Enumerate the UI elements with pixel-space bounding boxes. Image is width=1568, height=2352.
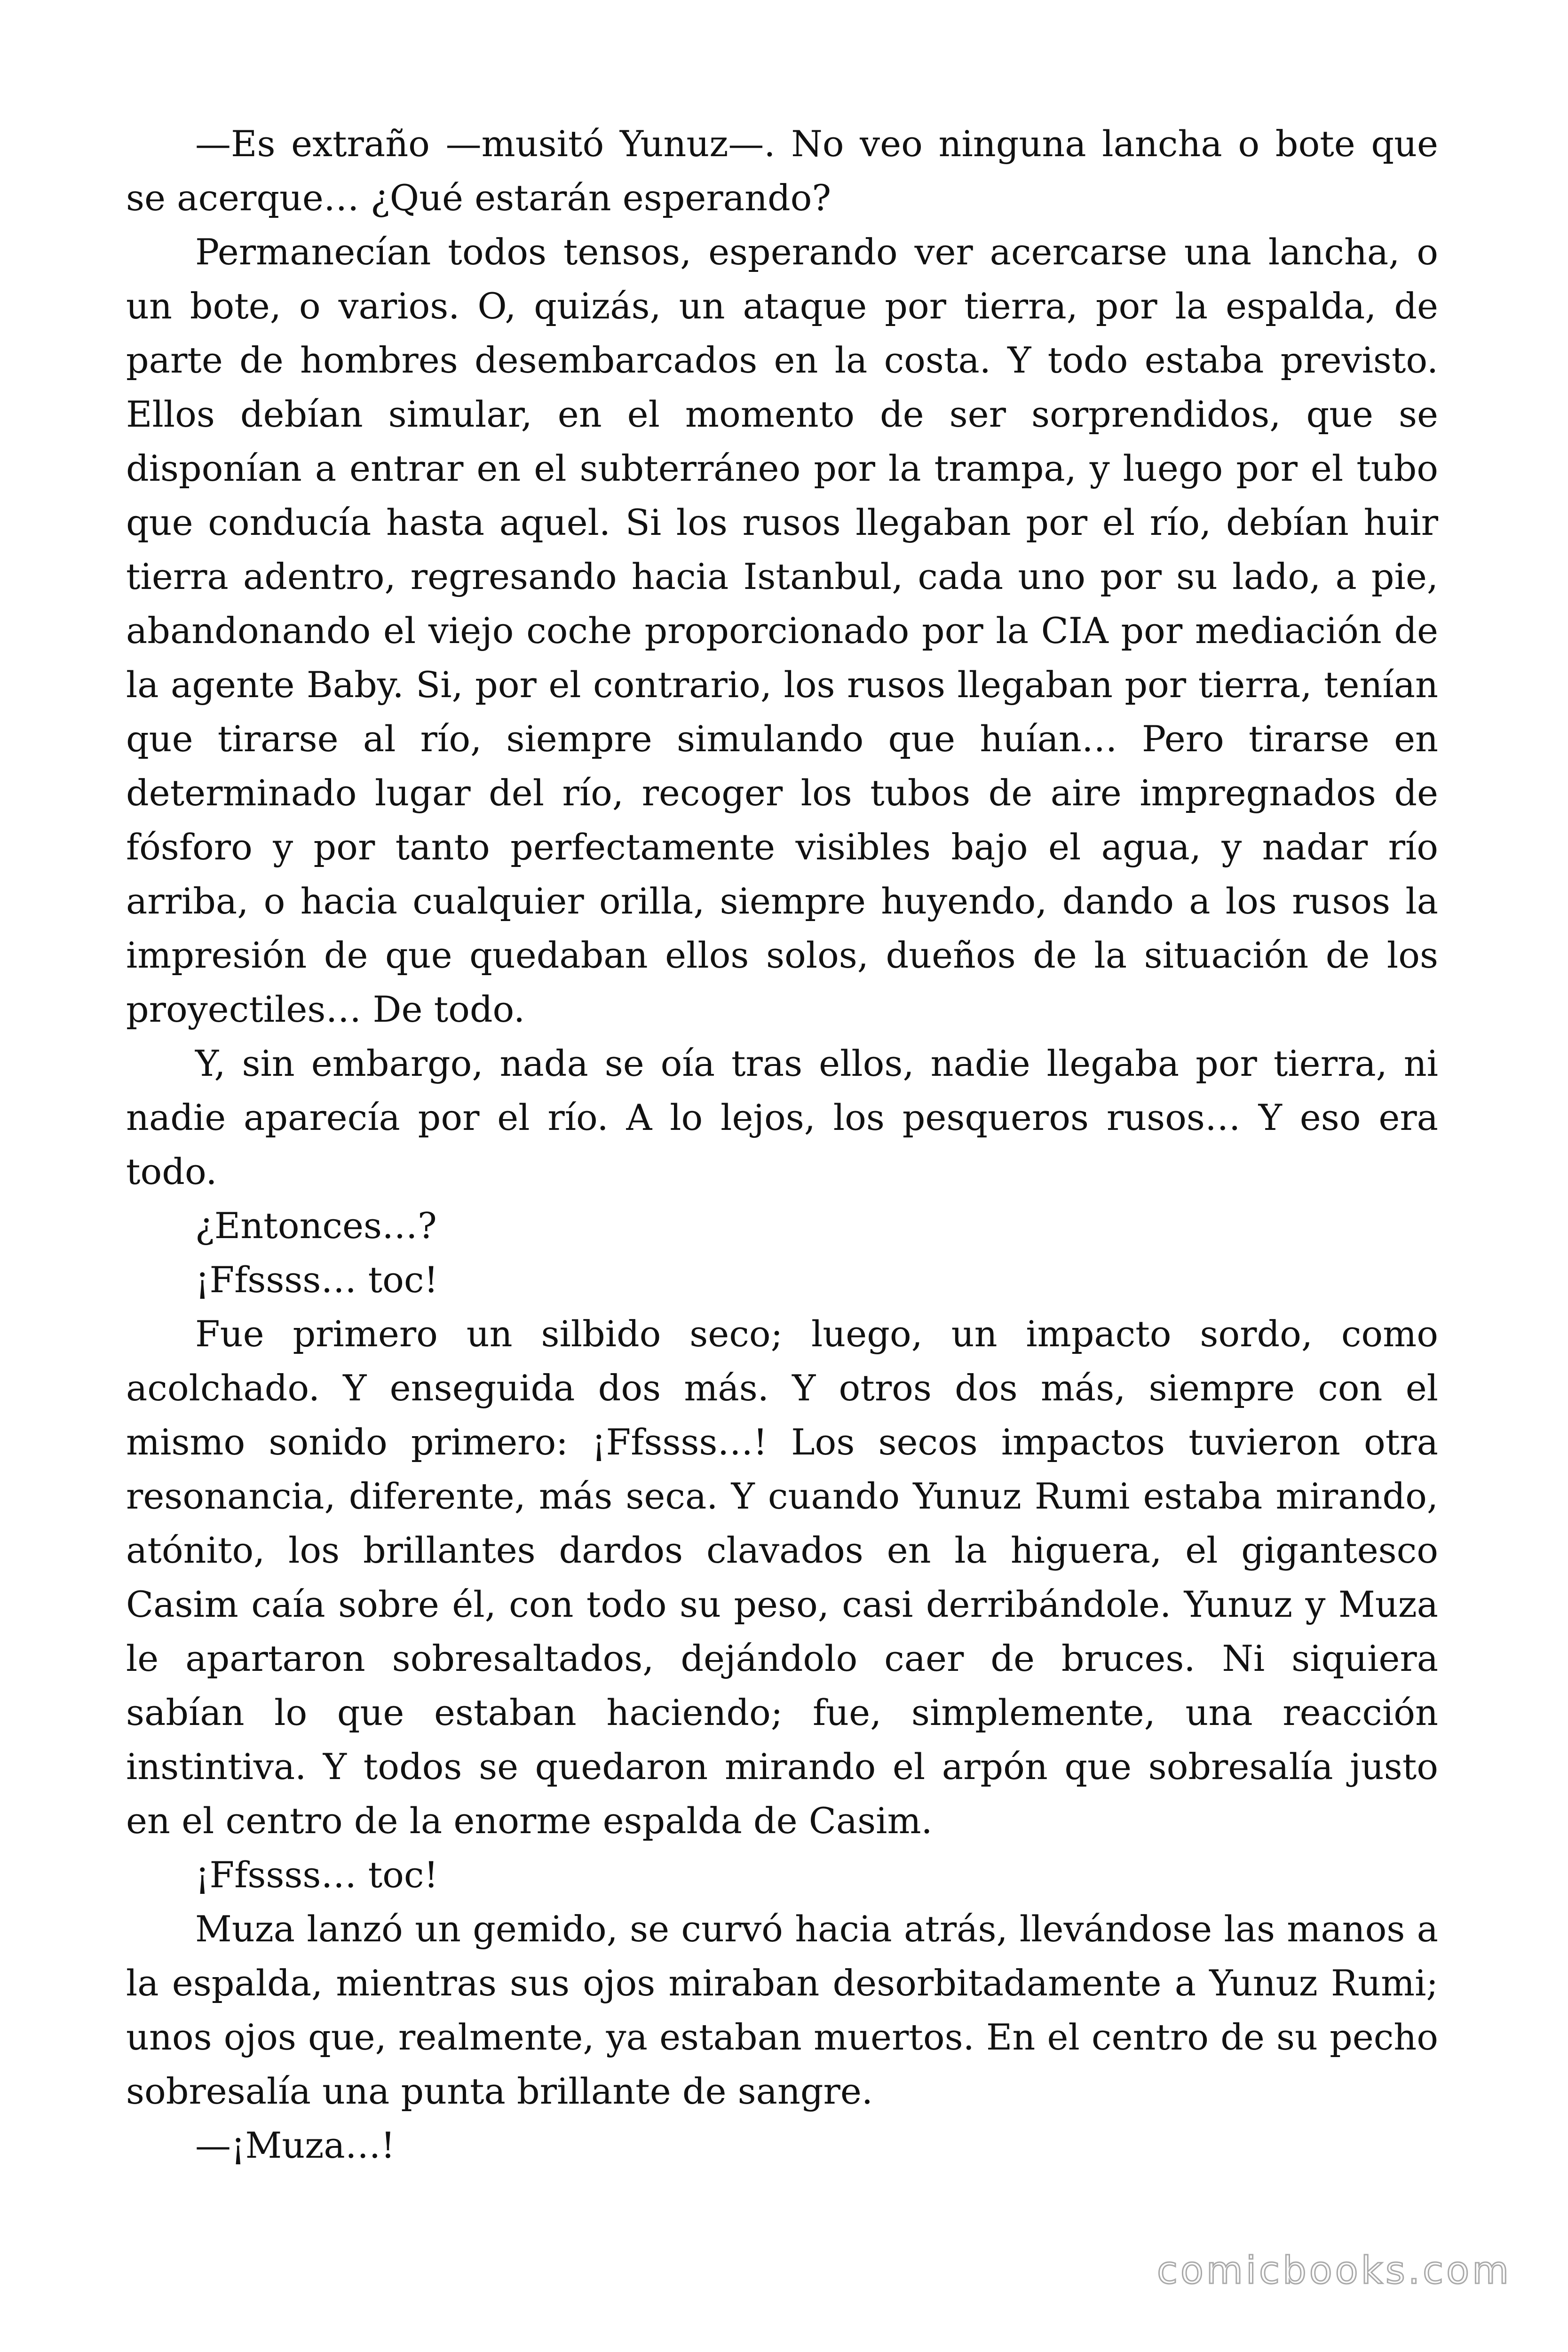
- paragraph: ¡Ffssss… toc!: [195, 1854, 438, 1896]
- watermark: comicbooks.com: [1156, 2249, 1512, 2292]
- paragraph: ¿Entonces…?: [195, 1205, 437, 1247]
- paragraph: Permanecían todos tensos, esperando ver acercarse una lancha, o un bote, o varios. O, quizás, un ataque por tierra, por la espalda, de parte de hombres desembarcados en la costa. Y todo estaba previsto. Ellos debían simular, en el momento de ser sorprendidos, que se disponían a entrar en el subterráneo por la trampa, y luego por el tubo que conducía hasta aquel. Si los rusos llegaban por el río, debían huir tierra adentro, regresando hacia Istanbul, cada uno por su lado, a pie, abandonando el viejo coche proporcionado por la CIA por mediación de la agente Baby. Si, por el contrario, los rusos llegaban por tierra, tenían que tirarse al río, siempre simulando que huían… Pero tirarse en determinado lugar del río, recoger los tubos de aire impregnados de fósforo y por tanto perfectamente visibles bajo el agua, y nadar río arriba, o hacia cualquier orilla, siempre huyendo, dando a los rusos la impresión de que quedaban ellos solos, dueños de la situación de los proyectiles… De todo.: [126, 231, 1438, 1030]
- paragraph: Muza lanzó un gemido, se curvó hacia atrás, llevándose las manos a la espalda, mientras sus ojos miraban desorbitadamente a Yunuz Rumi; unos ojos que, realmente, ya estaban muertos. En el centro de su pecho sobresalía una punta brillante de sangre.: [126, 1908, 1438, 2112]
- paragraph: —Es extraño —musitó Yunuz—. No veo ninguna lancha o bote que se acerque… ¿Qué estarán esperando?: [126, 123, 1438, 219]
- paragraph: Fue primero un silbido seco; luego, un impacto sordo, como acolchado. Y enseguida dos más. Y otros dos más, siempre con el mismo sonido primero: ¡Ffssss…! Los secos impactos tuvieron otra resonancia, diferente, más seca. Y cuando Yunuz Rumi estaba mirando, atónito, los brillantes dardos clavados en la higuera, el gigantesco Casim caía sobre él, con todo su peso, casi derribándole. Yunuz y Muza le apartaron sobresaltados, dejándolo caer de bruces. Ni siquiera sabían lo que estaban haciendo; fue, simplemente, una reacción instintiva. Y todos se quedaron mirando el arpón que sobresalía justo en el centro de la enorme espalda de Casim.: [126, 1313, 1438, 1842]
- paragraph: ¡Ffssss… toc!: [195, 1259, 438, 1301]
- paragraph: —¡Muza…!: [195, 2124, 396, 2166]
- paragraph: Y, sin embargo, nada se oía tras ellos, nadie llegaba por tierra, ni nadie aparecía por el río. A lo lejos, los pesqueros rusos… Y eso era todo.: [126, 1042, 1438, 1192]
- body-text: [126, 117, 1438, 2172]
